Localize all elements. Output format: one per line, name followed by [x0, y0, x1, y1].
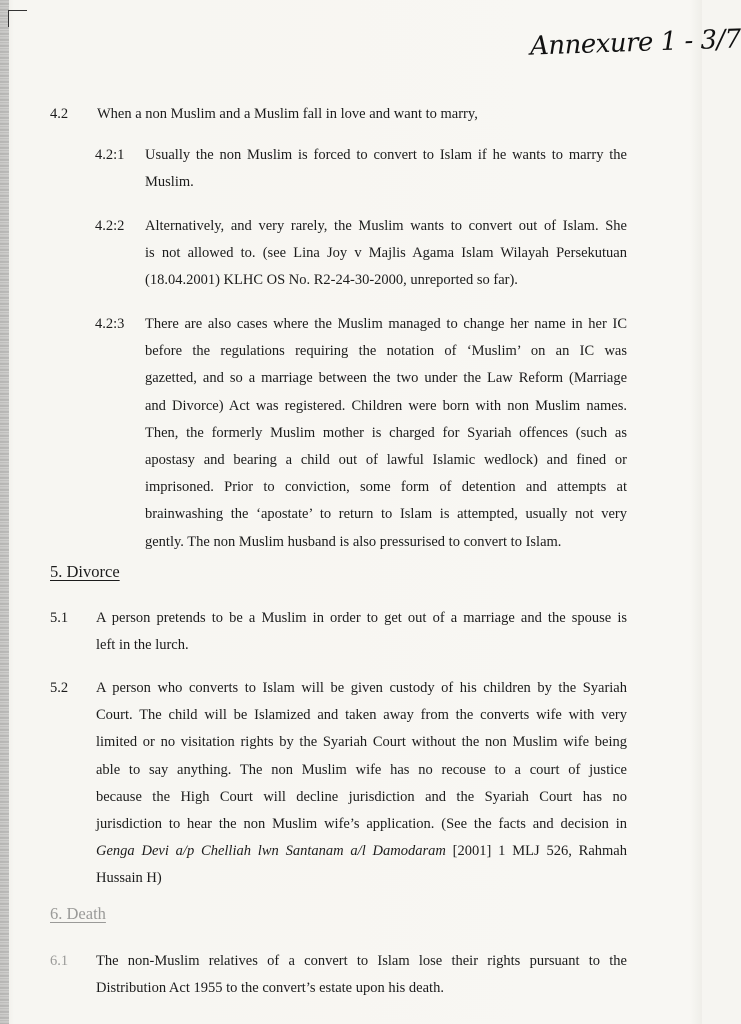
heading-divorce: 5. Divorce: [50, 562, 120, 581]
text-line: The non-Muslim relatives of a convert to Islam lose their rights pursuant to the: [96, 953, 627, 969]
case-name: Genga Devi a/p Chelliah lwn Santanam a/l Damodaram: [96, 843, 446, 860]
case-citation: [2001] 1 MLJ 526, Rahmah: [445, 843, 627, 860]
text-line: imprisoned. Prior to conviction, some form of detention and attempts at: [145, 479, 627, 496]
scan-binding-edge: [0, 0, 9, 1024]
section-4-2-text: [97, 101, 517, 128]
text-line: A person pretends to be a Muslim in order to get out of a marriage and the spouse is: [96, 610, 627, 626]
text-line: brainwashing the ‘apostate’ to return to Islam is attempted, usually not very: [145, 506, 627, 523]
section-number-4-2: 4.2: [50, 106, 69, 122]
section-4-2-1-text: [145, 142, 627, 196]
text-line: Court. The child will be Islamized and taken away from the converts wife with very: [96, 707, 627, 724]
text-line: limited or no visitation rights by the Syariah Court without the non Muslim wife being: [96, 734, 627, 751]
text-line: able to say anything. The non Muslim wife has no recouse to a court of justice: [96, 761, 627, 778]
text-line: Muslim.: [145, 174, 194, 191]
section-number-4-2-2: 4.2:2: [95, 218, 125, 234]
section-5-2-text: [96, 675, 627, 893]
section-4-2-2-text: [145, 213, 627, 295]
text-line: jurisdiction to hear the non Muslim wife’s application. (See the facts and decision in: [96, 816, 627, 833]
text-line: When a non Muslim and a Muslim fall in love and want to marry,: [97, 106, 478, 122]
text-line: Alternatively, and very rarely, the Muslim wants to convert out of Islam. She: [145, 218, 627, 234]
section-number-4-2-1: 4.2:1: [95, 147, 125, 163]
section-number-5-1: 5.1: [50, 610, 69, 626]
text-line: (18.04.2001) KLHC OS No. R2-24-30-2000, unreported so far).: [145, 272, 518, 289]
corner-crop-mark: [8, 10, 27, 27]
text-line: gazetted, and so a marriage between the two under the Law Reform (Marriage: [145, 370, 627, 387]
text-line: apostasy and bearing a child out of lawful Islamic wedlock) and fined or: [145, 452, 627, 469]
text-line: left in the lurch.: [96, 637, 189, 654]
text-line: is not allowed to. (see Lina Joy v Majlis Agama Islam Wilayah Persekutuan: [145, 245, 627, 262]
section-5-1-text: [96, 605, 627, 659]
text-line: A person who converts to Islam will be given custody of his children by the Syariah: [96, 680, 627, 696]
section-6-1-text: [96, 948, 627, 1002]
section-number-6-1: 6.1: [50, 953, 69, 969]
heading-death: 6. Death: [50, 904, 106, 923]
section-number-4-2-3: 4.2:3: [95, 316, 125, 332]
text-line: Distribution Act 1955 to the convert’s estate upon his death.: [96, 980, 444, 997]
text-line: Then, the formerly Muslim mother is charged for Syariah offences (such as: [145, 424, 627, 441]
section-number-5-2: 5.2: [50, 680, 69, 696]
text-line: and Divorce) Act was registered. Children were born with non Muslim names.: [145, 397, 627, 414]
text-line: There are also cases where the Muslim managed to change her name in her IC: [145, 316, 627, 332]
text-line: Usually the non Muslim is forced to convert to Islam if he wants to marry the: [145, 147, 627, 163]
annex-label: Annexure 1 - 3/7: [529, 24, 741, 62]
text-line: because the High Court will decline jurisdiction and the Syariah Court has no: [96, 788, 627, 805]
text-line: Hussain H): [96, 870, 162, 887]
text-line: before the regulations requiring the notation of ‘Muslim’ on an IC was: [145, 343, 627, 360]
section-4-2-3-text: [145, 311, 627, 556]
text-line: gently. The non Muslim husband is also pressurised to convert to Islam.: [145, 533, 562, 550]
text-line-case-citation: [96, 838, 627, 865]
